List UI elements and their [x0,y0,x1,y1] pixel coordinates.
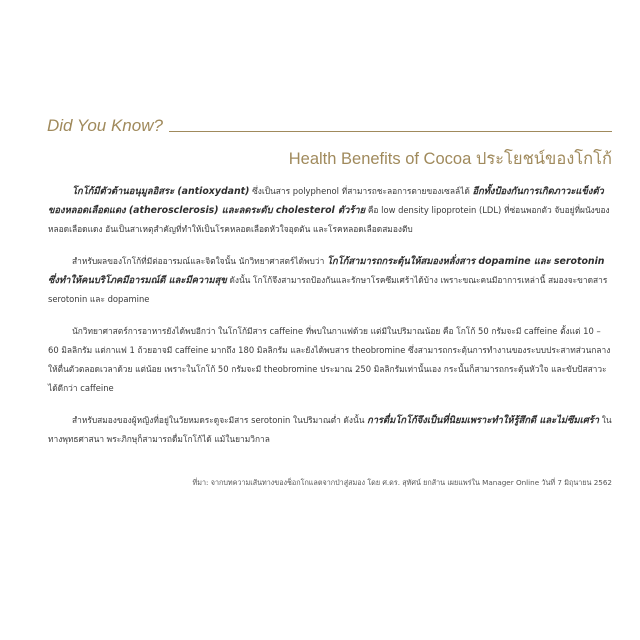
emphasis-text: อีกทั้งป้องกันการเกิดภาวะแข็งตัวของหลอดเลือดแดง (atherosclerosis) และลดระดับ cholesterol ตัวร้าย [48,186,604,216]
source-citation: ที่มา: จากบทความเส้นทางของช็อกโกแลตจากป่าสู่สมอง โดย ศ.ดร. สุทัศน์ ยกส้าน เผยแพร่ใน Manager Online วันที่ 7 มิถุนายน 2562 [192,478,612,487]
paragraph-mood [48,252,613,309]
body-text: นักวิทยาศาสตร์การอาหารยังได้พบอีกว่า ในโกโก้มีสาร caffeine ที่พบในกาแฟด้วย แต่มีในปริมาณน้อย คือ โกโก้ 50 กรัมจะมี caffeine ตั้งแต่ 10 – 60 มิลลิกรัม แต่กาแฟ 1 ถ้วยอาจมี caffeine มากถึง 180 มิลลิกรัม และยังได้พบสาร theobromine ซึ่งสามารถกระตุ้นการทำงานของระบบประสาทส่วนกลางให้ตื่นตัวตลอดเวลาด้วย แต่น้อย เพราะในโกโก้ 50 กรัมจะมี theobromine ประมาณ 250 มิลลิกรัมเท่านั้นเอง กระนั้นก็สามารถกระตุ้นหัวใจ และขับปัสสาวะได้ดีกว่า caffeine [48,326,611,393]
article-body [48,182,613,462]
page-subtitle: Health Benefits of Cocoa ประโยชน์ของโกโก้ [288,150,612,168]
body-text: คือ low density lipoprotein (LDL) ที่ซ่อนพอกตัว จับอยู่ที่ผนังของหลอดเลือดแดง อันเป็นสาเหตุสำคัญที่ทำให้เป็นโรคหลอดเลือดหัวใจอุดตัน และโรคหลอดเลือดสมองตีบ [48,205,610,234]
paragraph-caffeine [48,322,613,398]
paragraph-antioxidant [48,182,613,239]
body-text: สำหรับผลของโกโก้ที่มีต่ออารมณ์และจิตใจนั้น นักวิทยาศาสตร์ได้พบว่า [72,256,327,266]
did-you-know-heading: Did You Know? [47,116,163,135]
emphasis-text: โกโก้มีตัวต้านอนุมูลอิสระ (antioxydant) [72,186,250,197]
body-text: ในทางพุทธศาสนา พระภิกษุก็สามารถดื่มโกโก้ได้ แม้ในยามวิกาล [48,415,612,444]
body-text: ดังนั้น โกโก้จึงสามารถป้องกันและรักษาโรคซึมเศร้าได้บ้าง เพราะขณะคนมีอาการเหล่านี้ สมองจะขาดสาร serotonin และ dopamine [48,275,608,304]
emphasis-text: โกโก้สามารถกระตุ้นให้สมองหลั่งสาร dopamine และ serotonin ซึ่งทำให้คนบริโภคมีอารมณ์ดี และมีความสุข [48,256,605,286]
paragraph-women [48,411,613,449]
body-text: สำหรับสมองของผู้หญิงที่อยู่ในวัยหมดระดูจะมีสาร serotonin ในปริมาณต่ำ ดังนั้น [72,415,368,425]
emphasis-text: การดื่มโกโก้จึงเป็นที่นิยมเพราะทำให้รู้สึกดี และไม่ซึมเศร้า [367,415,600,426]
heading-divider [169,131,612,132]
heading-row [47,117,612,134]
body-text: ซึ่งเป็นสาร polyphenol ที่สามารถชะลอการตายของเซลล์ได้ [249,186,473,196]
